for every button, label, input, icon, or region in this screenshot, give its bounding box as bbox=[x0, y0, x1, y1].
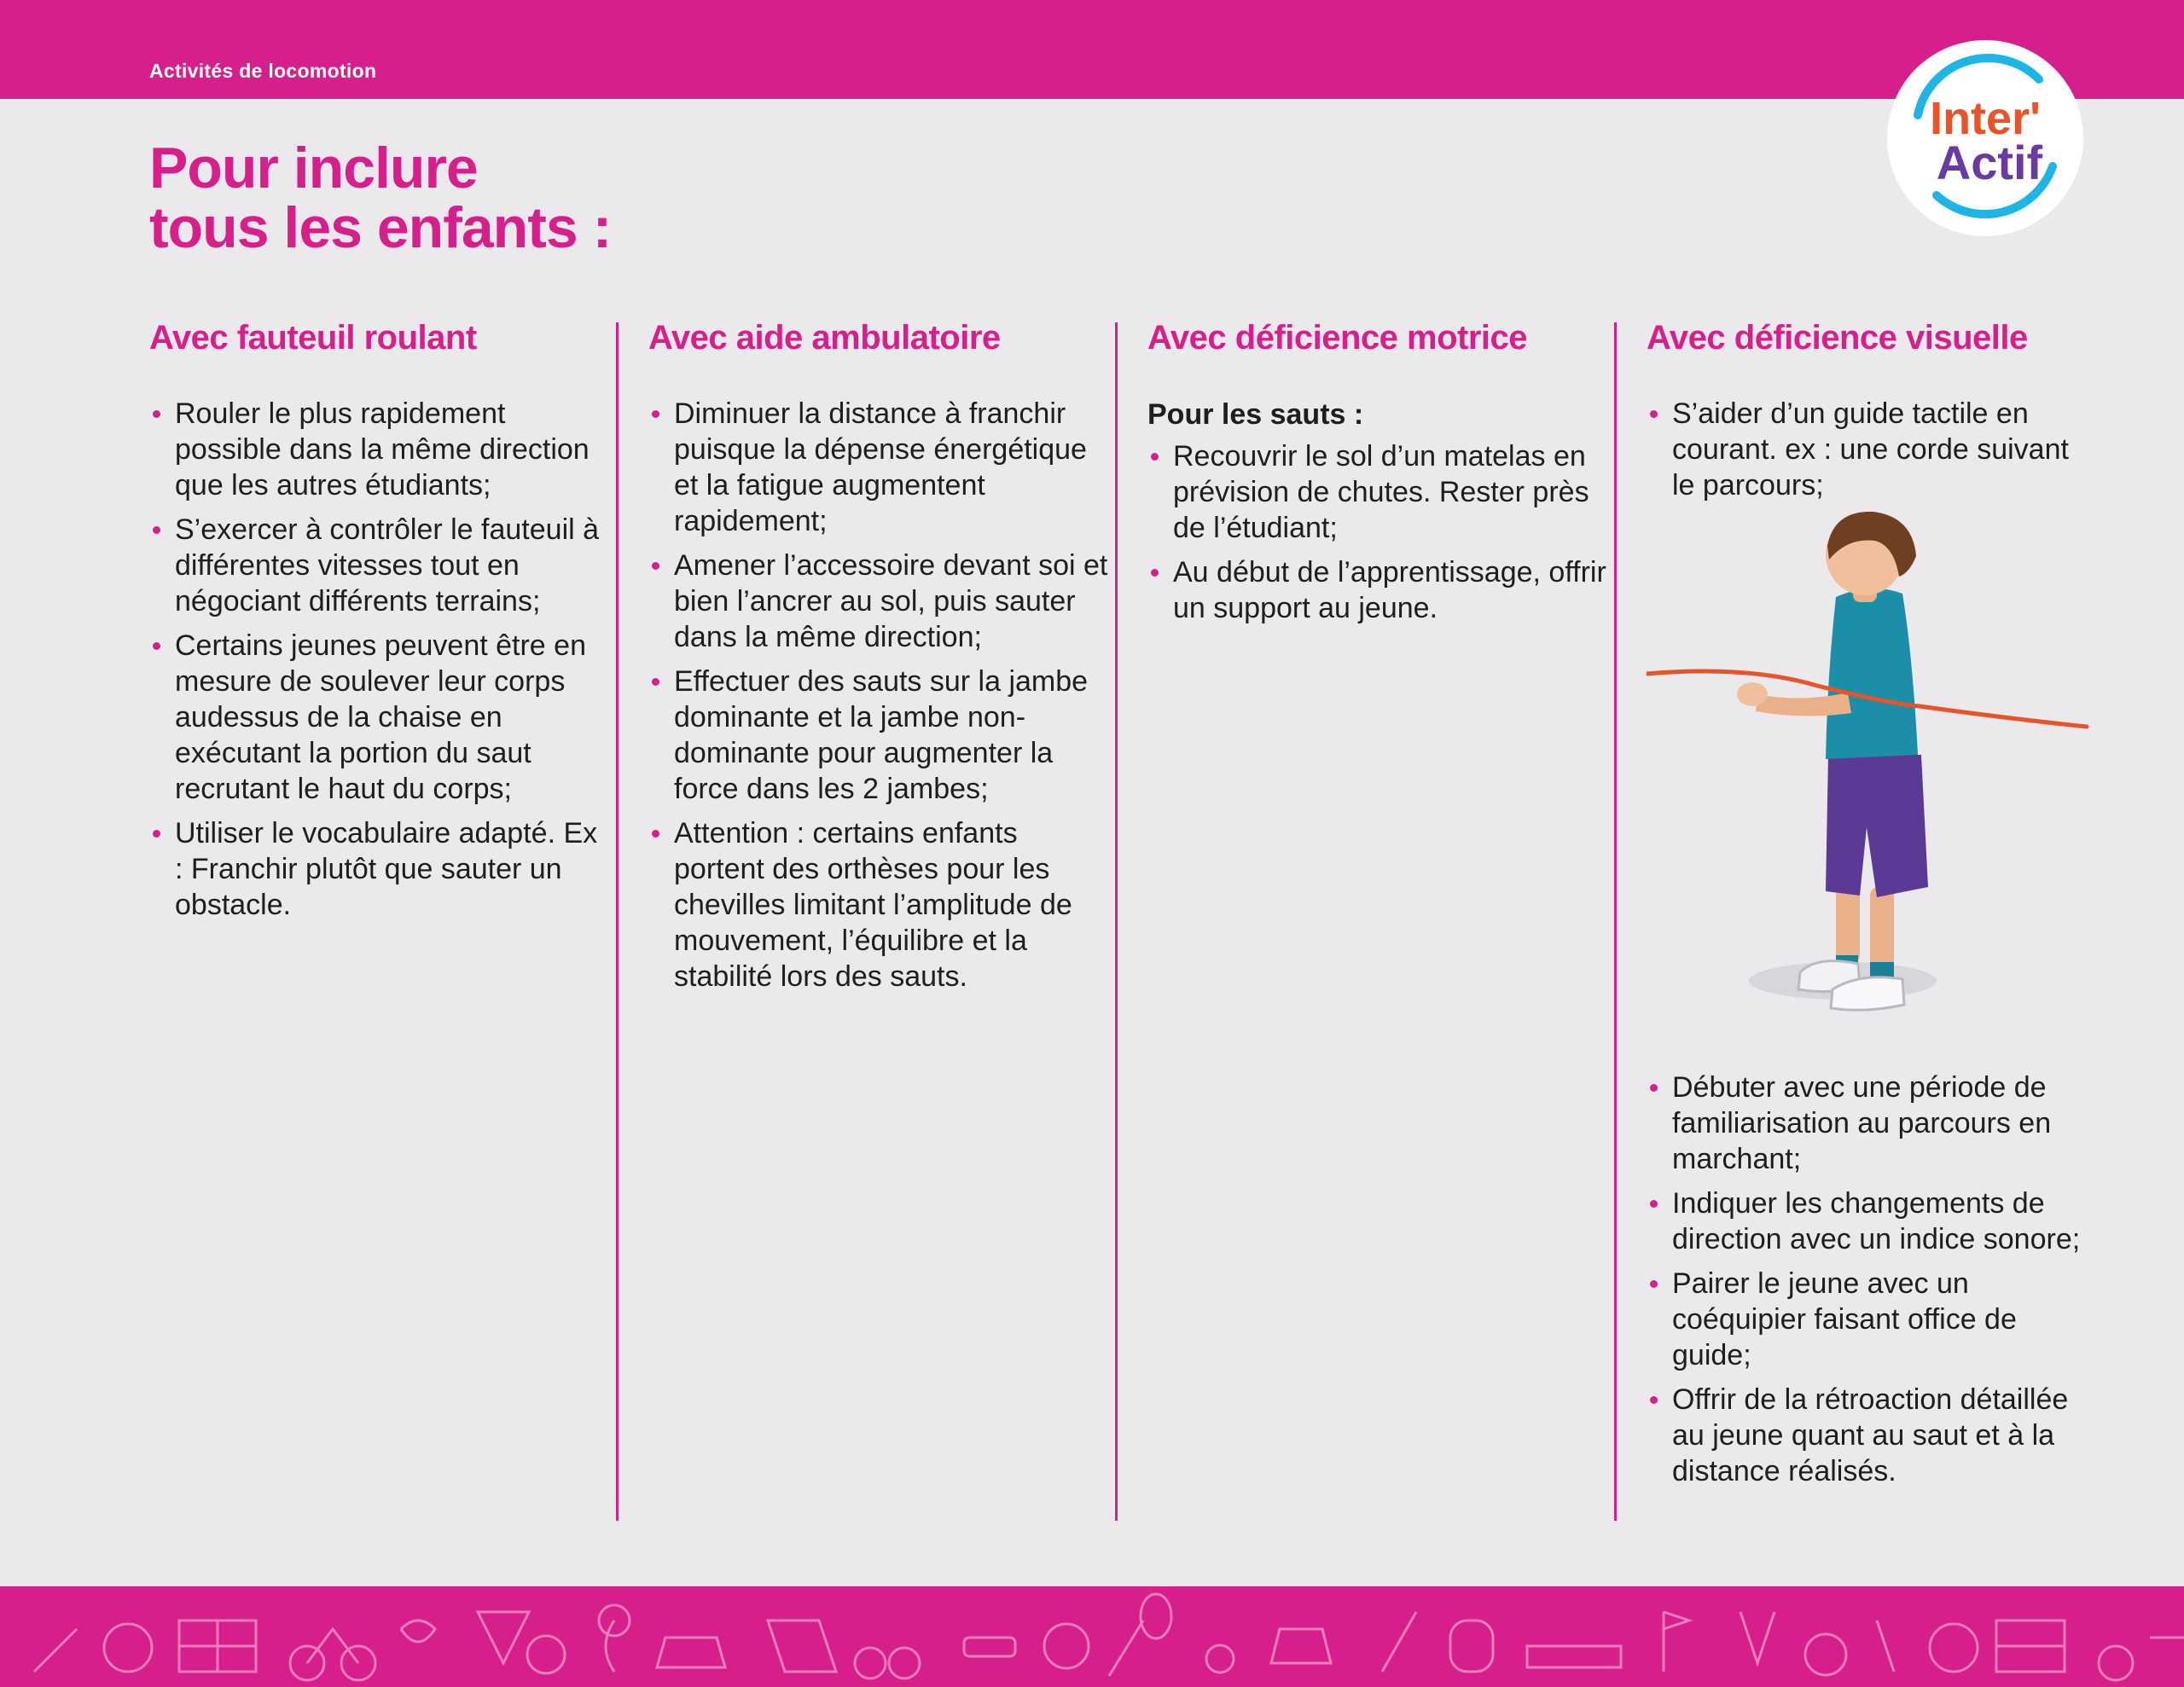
sports-equipment-pattern bbox=[0, 1586, 2184, 1687]
list-item: Diminuer la distance à franchir puisque la dépense énergétique et la fatigue augmentent rapidement; bbox=[648, 396, 1109, 539]
bullet-list bbox=[1147, 438, 1608, 626]
list-item: Indiquer les changements de direction avec un indice sonore; bbox=[1647, 1186, 2090, 1257]
list-item: Effectuer des sauts sur la jambe dominante et la jambe non-dominante pour augmenter la force dans les 2 jambes; bbox=[648, 664, 1109, 807]
bullet-list bbox=[1647, 396, 2090, 503]
column-wheelchair bbox=[149, 317, 610, 931]
column-heading: Avec aide ambulatoire bbox=[648, 319, 1001, 357]
list-item: Attention : certains enfants portent des orthèses pour les chevilles limitant l’amplitude de mouvement, l’équilibre et la stabilité lors des sauts. bbox=[648, 815, 1109, 994]
column-visual-impairment bbox=[1647, 317, 2090, 1498]
column-heading: Avec fauteuil roulant bbox=[149, 319, 477, 357]
list-item: Recouvrir le sol d’un matelas en prévision de chutes. Rester près de l’étudiant; bbox=[1147, 438, 1608, 546]
top-bar bbox=[0, 0, 2184, 99]
list-item: Offrir de la rétroaction détaillée au jeune quant au saut et à la distance réalisés. bbox=[1647, 1382, 2090, 1489]
list-item: Débuter avec une période de familiarisation au parcours en marchant; bbox=[1647, 1070, 2090, 1177]
list-item: Rouler le plus rapidement possible dans la même direction que les autres étudiants; bbox=[149, 396, 610, 503]
logo-text-line1: Inter' bbox=[1930, 93, 2041, 144]
column-motor-impairment bbox=[1147, 317, 1608, 635]
page-title bbox=[149, 138, 611, 258]
column-heading: Avec déficience visuelle bbox=[1647, 319, 2028, 357]
list-item: S’aider d’un guide tactile en courant. ex : une corde suivant le parcours; bbox=[1647, 396, 2090, 503]
column-heading: Avec déficience motrice bbox=[1147, 319, 1528, 357]
column-divider bbox=[1614, 322, 1617, 1521]
bullet-list bbox=[648, 396, 1109, 994]
list-item: Pairer le jeune avec un coéquipier faisant office de guide; bbox=[1647, 1266, 2090, 1373]
page-title-line1: Pour inclure bbox=[149, 136, 478, 200]
column-subheading: Pour les sauts : bbox=[1147, 398, 1364, 431]
section-label: Activités de locomotion bbox=[149, 60, 377, 82]
column-divider bbox=[1115, 322, 1118, 1521]
column-walking-aid bbox=[648, 317, 1109, 1003]
list-item: S’exercer à contrôler le fauteuil à différentes vitesses tout en négociant différents terrains; bbox=[149, 512, 610, 619]
list-item: Certains jeunes peuvent être en mesure de soulever leur corps audessus de la chaise en exécutant la portion du saut recrutant le haut du corps; bbox=[149, 628, 610, 807]
column-divider bbox=[616, 322, 619, 1521]
child-holding-rope-icon bbox=[1647, 512, 2090, 1058]
inter-actif-logo bbox=[1885, 38, 2085, 238]
page-title-line2: tous les enfants : bbox=[149, 195, 612, 260]
list-item: Utiliser le vocabulaire adapté. Ex : Franchir plutôt que sauter un obstacle. bbox=[149, 815, 610, 923]
list-item: Amener l’accessoire devant soi et bien l’ancrer au sol, puis sauter dans la même direction; bbox=[648, 548, 1109, 655]
logo-text-line2: Actif bbox=[1936, 136, 2043, 189]
bullet-list bbox=[149, 396, 610, 923]
bullet-list bbox=[1647, 1070, 2090, 1489]
list-item: Au début de l’apprentissage, offrir un support au jeune. bbox=[1147, 554, 1608, 626]
